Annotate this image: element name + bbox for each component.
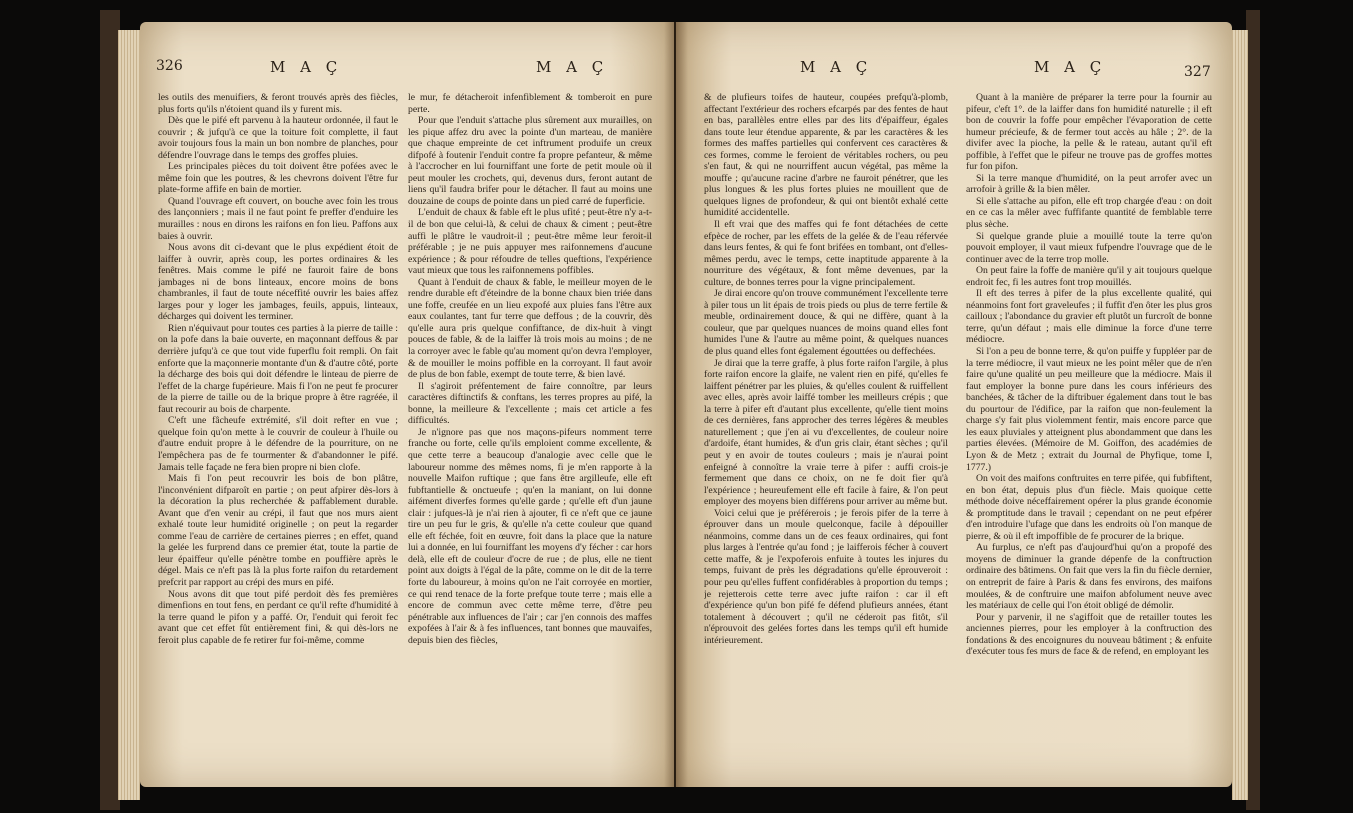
paragraph: Quant à l'enduit de chaux & fable, le meilleur moyen de le rendre durable eft d'éteindre de la bonne chaux bien triée dans une foffe, creufée en un lieu expofé aux pluies fans l'être aux eaux coulantes, tant fur terre que deffous ; de la couvrir, dès qu'elle aura pris quelque confiftance, de dix-huit à vingt pouces de fable, & de la laiffer là trois mois au moins ; de ne la corroyer avec le fable qu'au moment qu'on devra l'employer, & de mouiller le moins poffible en la corroyant. Il faut avoir de plus de bon fable, exempt de toute terre, & bien lavé. (408, 276, 652, 381)
paragraph: Je dirai que la terre graffe, à plus forte raifon l'argile, à plus forte raifon encore la glaife, ne valent rien en pifé, qu'elles fe laiffent pénétrer par les pluies, & qu'elles coulent & ruiffellent avec elles, après avoir laiffé tomber les meilleurs crépis ; que la terre à pifer eft d'autant plus excellente, qu'elle tient moins de ces dernières, fans approcher des terres légères & meubles naturellement ; que j'en ai vu d'excellentes, de couleur noire d'ardoife, étant humides, & d'un gris clair, étant sèches ; qu'il peut y en avoir de toutes couleurs ; mais je n'aurai point enfeigné à connoître la vraie terre à pifer : auffi crois-je fermement que dans ce choix, on ne fe doit fier qu'à l'expérience ; heureufement elle eft facile à faire, & l'on peut employer des moyens bien différens pour arriver au même but. (704, 357, 948, 508)
paragraph: Pour y parvenir, il ne s'agiffoit que de retailler toutes les anciennes pierres, pour les employer à la conftruction des fondations & des encoignures du nouveau bâtiment ; & enfuite d'exécuter tous fes murs de face & de refend, en employant les (966, 611, 1212, 658)
book-cover-right (1246, 10, 1260, 810)
paragraph: On voit des maifons conftruites en terre pifée, qui fubfiftent, en bon état, depuis plus d'un fiècle. Mais quoique cette méthode doive néceffairement opérer la plus grande économie & promptitude dans le travail ; cependant on ne peut efpérer d'en introduire l'ufage que dans les endroits où l'on manque de pierre, & où il eft impoffible de fe procurer de la brique. (966, 473, 1212, 542)
paragraph: Pour que l'enduit s'attache plus sûrement aux murailles, on les pique affez dru avec la pointe d'un marteau, de manière que chaque empreinte de cet inftrument produife un creux difpofé à foutenir l'enduit contre fa propre pefanteur, & même à l'accrocher en lui fourniffant une forte de petit moule où il peut mouler les crochets, qui, devenus durs, feront autant de liens qu'il faudra brifer pour le détacher. Il faut au moins une douzaine de coups de pointe dans un pied carré de fuperficie. (408, 115, 652, 207)
paragraph: Nous avons dit ci-devant que le plus expédient étoit de laiffer à ouvrir, après coup, les portes ordinaires & les fenêtres. Mais comme le pifé ne fauroit faire de bons jambages ni de bons linteaux, encore moins de bons chambranles, il faut de toute néceffité ouvrir les baies affez larges pour y loger les jambages, feuils, appuis, linteaux, décharges qui doivent les terminer. (158, 242, 398, 323)
paragraph: le mur, fe détacheroit infenfiblement & tomberoit en pure perte. (408, 92, 652, 115)
right-running-head (694, 58, 1214, 84)
paragraph: Voici celui que je préférerois ; je ferois pifer de la terre à éprouver dans un moule quelconque, facile à dépouiller néanmoins, comme dans un de ces feaux ordinaires, qui font plus larges à l'entrée qu'au fond ; je laifferois fécher à couvert cette maffe, & je l'expoferois enfuite à toutes les injures du temps, fuivant de près les dégradations qu'elle éprouveroit : pour peu qu'elles fuffent confidérables à proportion du temps ; je rejetterois cette terre avec jufte raifon : car il eft d'expérience qu'un bon pifé fe défend plufieurs années, étant totalement à découvert ; qu'il ne céderoit pas fitôt, s'il n'éprouvoit des gelées fortes dans les temps qu'il eft humide intérieurement. (704, 507, 948, 646)
left-head-title-2: M A Ç (536, 58, 609, 76)
paragraph: Si l'on a peu de bonne terre, & qu'on puiffe y fuppléer par de la terre médiocre, il vaut mieux ne les point mêler que de n'en faire qu'une qualité un peu meilleure que la médiocre. Mais il faut employer la bonne pure dans les cours inférieurs des banchées, & tâcher de la diftribuer également dans tout le bas du pourtour de l'édifice, par la raifon que non-feulement la charge s'y fait plus violemment fentir, mais encore parce que les eaux pluviales y atteignent plus abondamment que dans les parties élevées. (Mémoire de M. Goiffon, des académies de Lyon & de Metz ; extrait du Journal de Phyfique, tome I, 1777.) (966, 346, 1212, 473)
left-column-1 (158, 92, 398, 787)
left-page (140, 22, 674, 787)
right-page-number: 327 (1184, 64, 1211, 80)
paragraph: Les principales pièces du toit doivent être pofées avec le même foin que les poutres, & les chevrons doivent l'être fur plate-forme affife en bain de mortier. (158, 161, 398, 196)
paragraph: Au furplus, ce n'eft pas d'aujourd'hui qu'on a propofé des moyens de diminuer la grande dépenfe de la conftruction ordinaire des bâtimens. On fait que vers la fin du fiècle dernier, on entreprit de faire à Paris & dans fes environs, des maifons moulées, & de conftruire une maifon abfolument neuve avec les matériaux de celle qui l'on étoit obligé de démolir. (966, 542, 1212, 612)
paragraph: Je dirai encore qu'on trouve communément l'excellente terre à piler tous un lit épais de trois pieds ou plus de terre fertile & meuble, ordinairement douce, & qui ne diffère, quant à la couleur, que par quelques nuances de moins quand elles font humides l'une & l'autre au même point, & quelques nuances de plus quand elles font également égouttées ou deffechées. (704, 288, 948, 358)
book-cover-left (100, 10, 120, 810)
left-column-2 (408, 92, 652, 787)
page-edges-right (1232, 30, 1248, 800)
paragraph: Quant à la manière de préparer la terre pour la fournir au pifeur, c'eft 1°. de la laiffer dans fon humidité naturelle ; il eft bon de couvrir la foffe pour empêcher l'évaporation de cette humeur précieufe, & de fermer tout accès au hâle ; 2°. de la divifer avec la pioche, la pelle & le rateau, autant qu'il eft poffible, à l'effet que le pifeur ne trouve pas de groffes mottes fur fon pifon. (966, 92, 1212, 173)
paragraph: Si la terre manque d'humidité, on la peut arrofer avec un arrofoir à grille & la bien mêler. (966, 172, 1212, 196)
right-column-2 (966, 92, 1212, 787)
paragraph: Il s'agiroit préfentement de faire connoître, par leurs caractères diftinctifs & conftans, les terres propres au pifé, la bonne, la meilleure & l'excellente ; mais cet article a fes difficultés. (408, 380, 652, 427)
left-running-head (156, 58, 656, 84)
right-head-title-2: M A Ç (1034, 58, 1107, 76)
paragraph: On peut faire la foffe de manière qu'il y ait toujours quelque endroit fec, fi les autres font trop mouillés. (966, 265, 1212, 288)
paragraph: Si elle s'attache au pifon, elle eft trop chargée d'eau : on doit en ce cas la mêler avec fuffifante quantité de femblable terre plus sèche. (966, 195, 1212, 231)
right-column-1 (704, 92, 948, 787)
left-head-title: M A Ç (270, 58, 343, 76)
paragraph: Quand l'ouvrage eft couvert, on bouche avec foin les trous des lançonniers ; mais il ne faut point fe preffer d'enduire les murailles : nous en dirons les raifons en fon lieu. Paffons aux baies à ouvrir. (158, 195, 398, 242)
right-head-title: M A Ç (800, 58, 873, 76)
paragraph: C'eft une fâcheufe extrémité, s'il doit refter en vue ; quelque foin qu'on mette à le couvrir de couleur à l'huile ou d'autre enduit propre à le défendre de la pourriture, on ne l'empêchera pas de fe tourmenter & d'abandonner le pifé. Jamais telle façade ne fera bien propre ni bien clofe. (158, 415, 398, 473)
paragraph: Mais fi l'on peut recouvrir les bois de bon plâtre, l'inconvénient difparoît en partie ; on peut afpirer dès-lors à la décoration la plus recherchée & paffablement durable. Avant que d'en venir au crépi, il faut que nos murs aient exhalé toute leur humidité originelle ; on peut la regarder comme l'eau de carrière de certaines pierres ; en effet, quand la gelée les furprend dans ce premier état, toute la partie de leur épaiffeur qu'elle pénètre tombe en pouffière après le dégel. Mais ce n'eft pas là la plus forte raifon du retardement prefcrit par rapport au crépi des murs en pifé. (158, 473, 398, 588)
paragraph: Il eft des terres à pifer de la plus excellente qualité, qui néanmoins font fort graveleufes ; il fuffit d'en ôter les plus gros cailloux ; l'abondance du gravier eft plutôt un furcroît de bonne terre, qu'un défaut ; mais elle diminue la force d'une terre médiocre. (966, 288, 1212, 346)
paragraph: Rien n'équivaut pour toutes ces parties à la pierre de taille : on la pofe dans la baie ouverte, en maçonnant deffous & par derrière jufqu'à ce que tout vide fuperflu foit rempli. On fait enforte que la maçonnerie montante d'un & d'autre côté, porte la décharge des bois qui doit défendre le linteau de pierre de l'effet de la charge fupérieure. Mais fi l'on ne peut fe procurer de la pierre de taille ou de la brique propre à être ragréée, il faut recourir au bois de charpente. (158, 322, 398, 415)
page-edges-left (118, 30, 140, 800)
paragraph: Si quelque grande pluie a mouillé toute la terre qu'on pouvoit employer, il vaut mieux fufpendre l'ouvrage que de le continuer avec de la terre trop molle. (966, 230, 1212, 265)
right-page (676, 22, 1232, 787)
book-gutter (664, 22, 688, 787)
paragraph: les outils des menuifiers, & feront trouvés après des fiècles, plus forts qu'ils n'étoient quand ils y furent mis. (158, 92, 398, 115)
paragraph: Je n'ignore pas que nos maçons-pifeurs nomment terre franche ou forte, celle qu'ils emploient comme excellente, & que cette terre a beaucoup d'analogie avec celle que le laboureur nomme des mêmes noms, fi je m'en rapporte à la nouvelle Maifon ruftique ; que fans être argilleufe, elle eft fubftantielle & onctueufe ; qu'en la maniant, on lui donne aifément diverfes formes qu'elle garde ; qu'elle eft d'un jaune clair : jufques-là je n'ai rien à ajouter, fi ce n'eft que ce jaune tire un peu fur le gris, & qu'elle n'a cette couleur que quand elle eft féchée, foit en œuvre, foit dans la place que la nature lui a donnée, en lui fourniffant les moyens d'y fécher : car hors delà, elle eft de couleur d'ocre de rue ; de plus, elle ne tient point aux doigts à l'égal de la pâte, comme on le dit de la terre forte du laboureur, à moins qu'on ne l'ait corroyée en mortier, ce qui rend tenace de la forte prefque toute terre ; mais elle a encore de commun avec cette même terre, d'être peu pénétrable aux influences de l'air ; car j'en connois des maffes expofées à l'air & à fes influences, tant bonnes que mauvaifes, depuis bien des fiècles, (408, 426, 652, 646)
paragraph: Il eft vrai que des maffes qui fe font détachées de cette efpèce de rocher, par les effets de la gelée & de l'eau réfervée dans leurs fentes, & qui fe font brifées en tombant, ont d'elles-mêmes perdu, avec le temps, cette inaptitude apparente à la nourriture des végétaux, & font même devenues, par la culture, de bonnes terres pour la vigne principalement. (704, 219, 948, 288)
paragraph: & de plufieurs toifes de hauteur, coupées prefqu'à-plomb, affectant l'extérieur des rochers efcarpés par des fentes de haut en bas, parallèles entre elles par des lits d'épaiffeur, égales dans toute leur étendue apparente, & par les caractères & les formes des maffes partielles qui confervent ces caractères & ces formes, comme le feroient de véritables rochers, ou peu s'en faut, & qui ne nourriffent aucun végétal, pas même la mouffe ; qu'aucune racine d'arbre ne fauroit pénétrer, que les plus longues & les plus fortes pluies ne mouillent que de quelques lignes de profondeur, & qui ont bientôt exhalé cette humidité accidentelle. (704, 92, 948, 219)
paragraph: L'enduit de chaux & fable eft le plus ufité ; peut-être n'y a-t-il de bon que celui-là, & celui de chaux & ciment ; peut-être auffi le plâtre le vaudroit-il ; peut-être même leur feroit-il préférable ; je ne puis appuyer mes raifonnemens d'aucune expérience ; & pour réfoudre de telles queftions, l'expérience vaut mieux que tous les raifonnemens poffibles. (408, 207, 652, 277)
left-page-number: 326 (156, 58, 183, 74)
paragraph: Nous avons dit que tout pifé perdoit dès fes premières dimenfions en tout fens, en perdant ce qu'il refte d'humidité à la terre quand le pifon y a paffé. Or, l'enduit qui feroit fec avant que cet effet fût entièrement fini, & qui dès-lors ne feroit plus capable de fe retirer fur foi-même, comme (158, 588, 398, 646)
paragraph: Dès que le pifé eft parvenu à la hauteur ordonnée, il faut le couvrir ; & jufqu'à ce que la toiture foit complette, il faut avoir toujours fous la main un bon nombre de planches, pour défendre l'ouvrage dans le temps des groffes pluies. (158, 115, 398, 161)
